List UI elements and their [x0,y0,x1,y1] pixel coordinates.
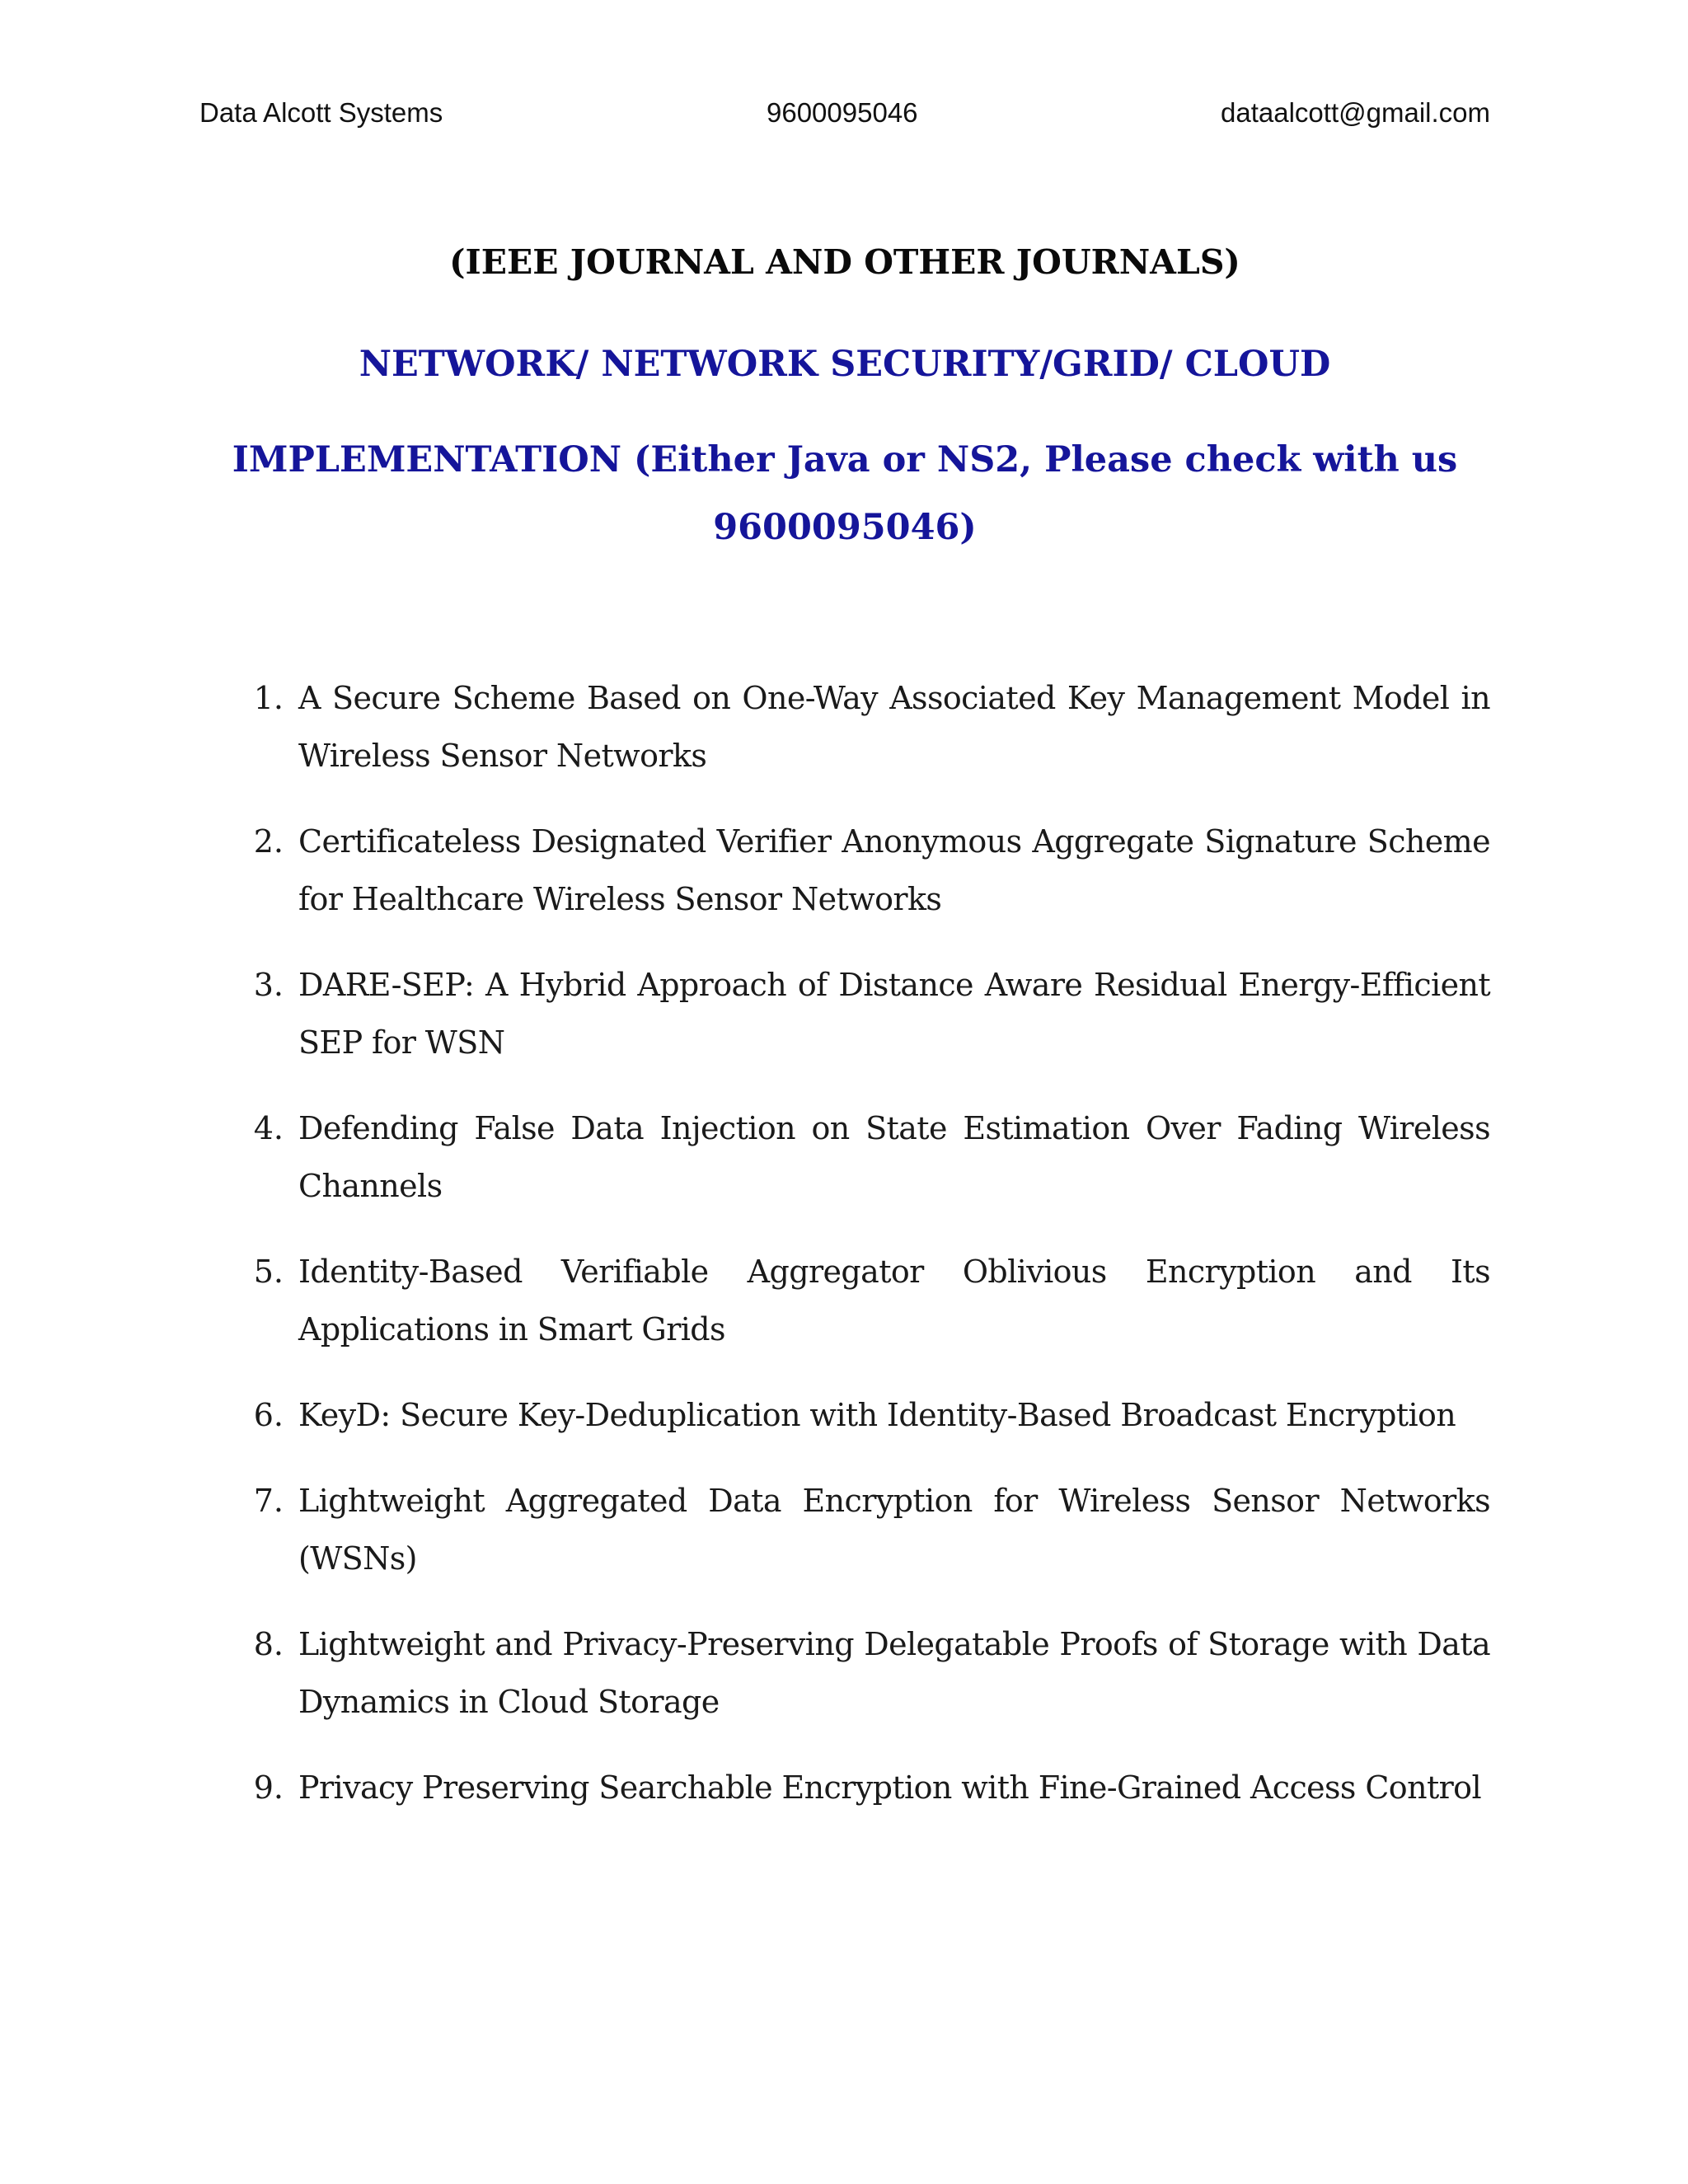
project-list [244,669,1490,1844]
item-title: Defending False Data Injection on State Estimation Over Fading Wireless Channels [298,1110,1490,1204]
item-number: 3. [253,967,284,1003]
title-block [199,235,1490,561]
item-title: KeyD: Secure Key-Deduplication with Identity-Based Broadcast Encryption [298,1397,1456,1433]
item-title: DARE-SEP: A Hybrid Approach of Distance Aware Residual Energy-Efficient SEP for WSN [298,967,1490,1061]
item-title: Lightweight and Privacy-Preserving Delegatable Proofs of Storage with Data Dynamics in Cloud Storage [298,1626,1490,1720]
list-item [244,1386,1490,1444]
list-item [244,956,1490,1071]
item-title: Lightweight Aggregated Data Encryption for Wireless Sensor Networks (WSNs) [298,1483,1490,1577]
item-number: 2. [253,823,284,860]
list-item [244,813,1490,928]
email-address: dataalcott@gmail.com [1221,97,1490,128]
company-name: Data Alcott Systems [199,97,443,128]
item-title: A Secure Scheme Based on One-Way Associated Key Management Model in Wireless Sensor Networks [298,680,1490,774]
item-title: Privacy Preserving Searchable Encryption with Fine-Grained Access Control [298,1769,1482,1806]
category-heading: NETWORK/ NETWORK SECURITY/GRID/ CLOUD [359,344,1331,385]
list-item [244,1759,1490,1816]
item-title: Certificateless Designated Verifier Anonymous Aggregate Signature Scheme for Healthcare Wireless Sensor Networks [298,823,1490,917]
phone-number: 9600095046 [767,97,918,128]
item-number: 4. [253,1110,284,1146]
list-item [244,1615,1490,1731]
item-number: 9. [253,1769,284,1806]
page-header [199,97,1490,138]
list-item [244,1243,1490,1358]
list-item [244,669,1490,785]
item-number: 5. [253,1254,284,1290]
journal-heading: (IEEE JOURNAL AND OTHER JOURNALS) [449,242,1240,282]
list-item [244,1472,1490,1587]
implementation-heading: IMPLEMENTATION (Either Java or NS2, Please check with us 9600095046) [232,439,1458,548]
item-number: 7. [253,1483,284,1519]
item-number: 6. [253,1397,284,1433]
item-title: Identity-Based Verifiable Aggregator Oblivious Encryption and Its Applications in Smart Grids [298,1254,1490,1347]
item-number: 8. [253,1626,284,1662]
list-item [244,1099,1490,1215]
item-number: 1. [253,680,284,716]
